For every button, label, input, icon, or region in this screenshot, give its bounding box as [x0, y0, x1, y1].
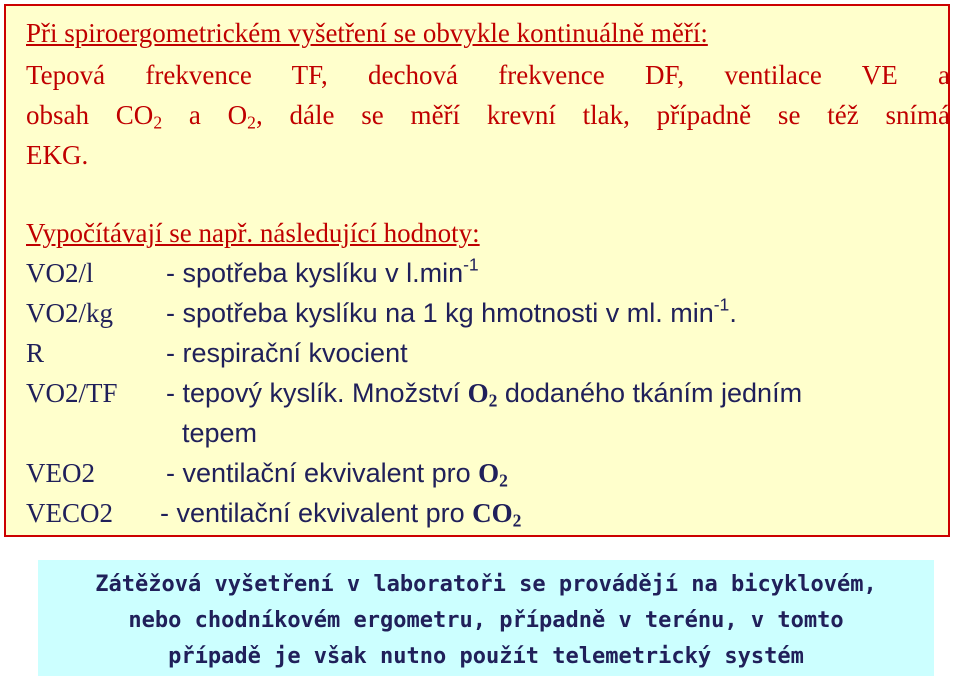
value-row-vo2-kg: [26, 294, 737, 329]
value-row-vo2-l: [26, 254, 479, 289]
value-term: VECO2: [26, 498, 113, 528]
value-term: VO2/l: [26, 258, 94, 288]
value-desc: - spotřeba kyslíku v $l.\min^{-1}$: [166, 254, 479, 288]
value-desc: - tepový kyslík. Množství $O_2$ dodaného tkáním jedním: [166, 378, 803, 411]
value-desc: - spotřeba kyslíku na 1 kg hmotnosti v ml. $\min^{-1}$.: [166, 294, 737, 328]
value-term: VO2/TF: [26, 378, 118, 408]
value-desc-continuation: tepem: [182, 418, 258, 448]
value-term: VO2/kg: [26, 298, 113, 328]
note-line-3: případě je však nutno použít telemetrický systém: [168, 644, 804, 669]
value-desc: - respirační kvocient: [166, 338, 408, 368]
value-desc: - ventilační ekvivalent pro $CO_2$: [160, 498, 522, 531]
value-row-r: [26, 338, 408, 369]
value-desc: - ventilační ekvivalent pro $O_2$: [166, 458, 508, 491]
main-text-panel: [4, 4, 950, 537]
values-heading: Vypočítávají se např. následující hodnoty:: [26, 218, 480, 248]
value-row-veo2: [26, 458, 508, 491]
value-term: R: [26, 338, 45, 368]
note-line-2: nebo chodníkovém ergometru, případně v terénu, v tomto: [128, 608, 844, 633]
intro-line-4: EKG.: [26, 140, 89, 170]
intro-heading: Při spiroergometrickém vyšetření se obvykle kontinuálně měří:: [26, 18, 708, 48]
value-row-veco2: [26, 498, 522, 531]
note-line-1: Zátěžová vyšetření v laboratoři se provádějí na bicyklovém,: [95, 572, 877, 597]
intro-line-3: obsah $CO_2$ a $O_2$, dále se měří krevní tlak, případně se též snímá: [26, 100, 950, 133]
value-term: VEO2: [26, 458, 95, 488]
note-panel: [38, 560, 934, 676]
intro-line-2: Tepová frekvence TF, dechová frekvence DF, ventilace VE a: [26, 60, 950, 90]
value-row-vo2-tf: [26, 378, 803, 411]
